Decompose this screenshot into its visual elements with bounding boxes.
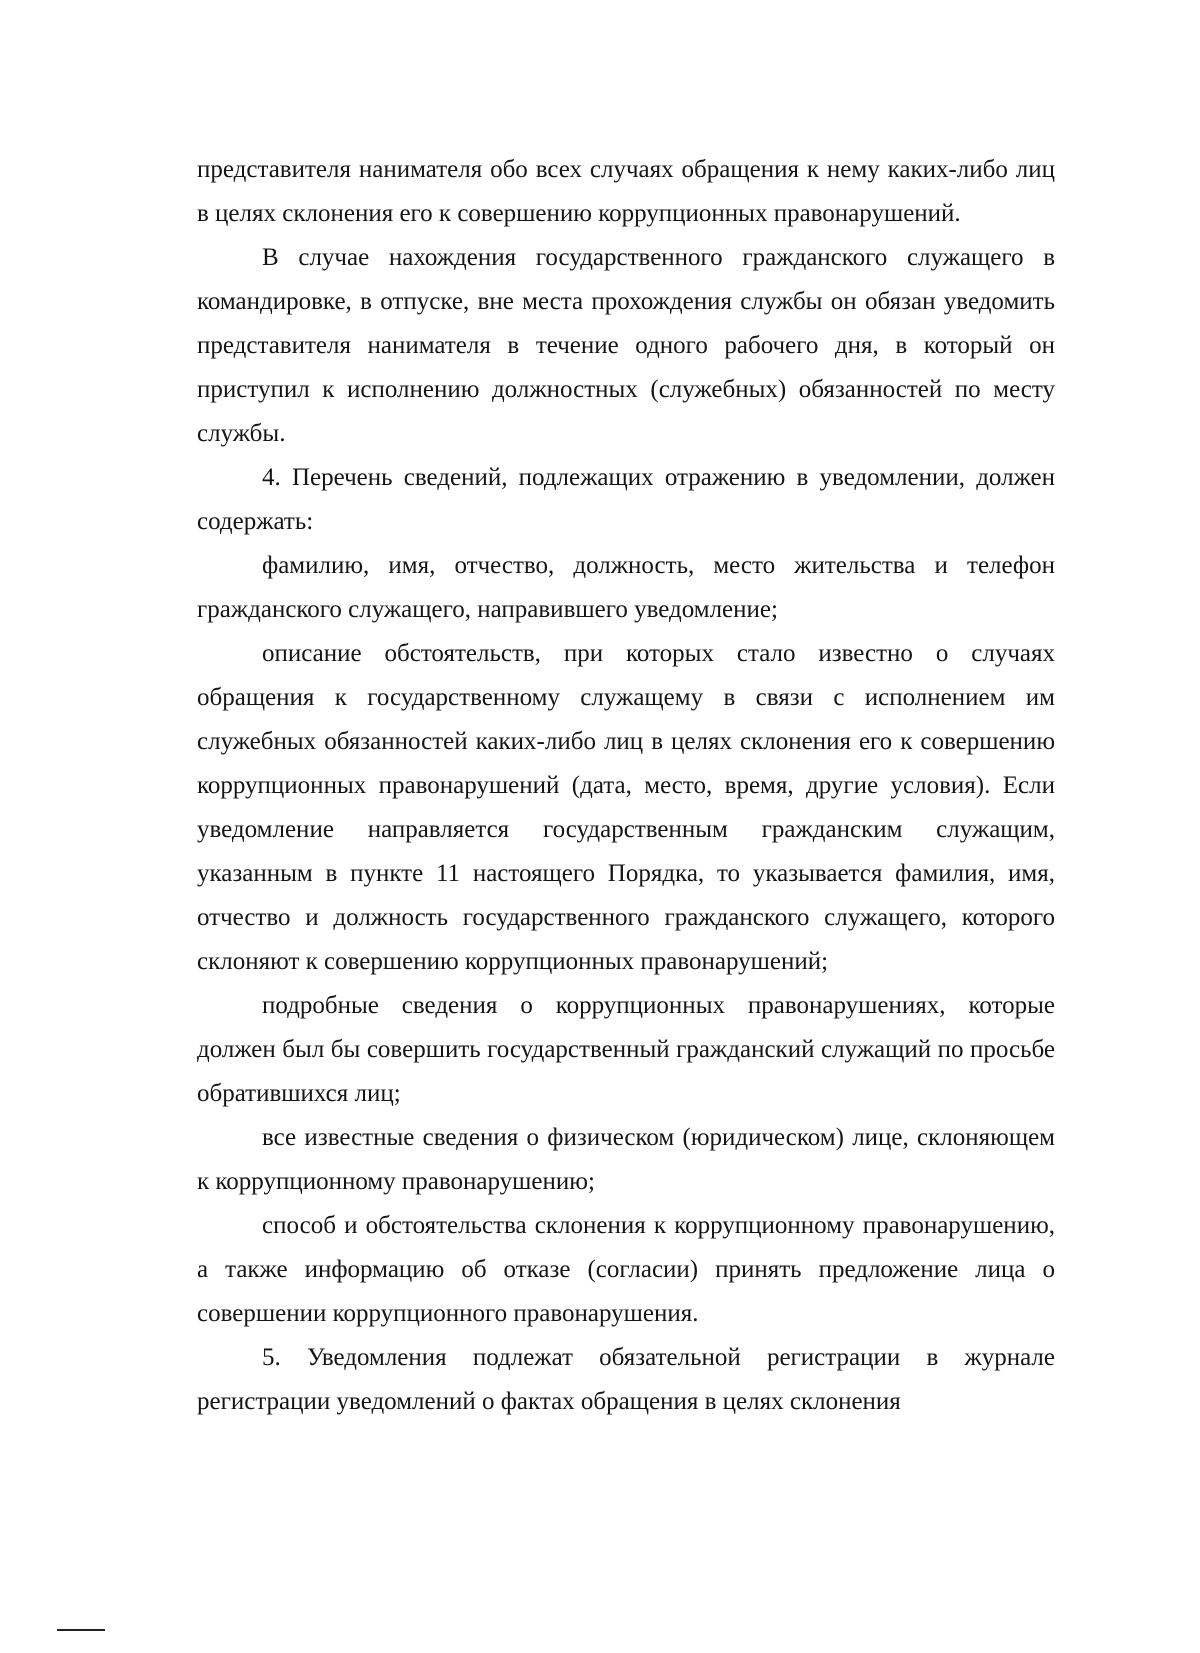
paragraph-known-info: все известные сведения о физическом (юридическом) лице, склоняющем к коррупционному правонарушению;: [197, 1124, 1055, 1195]
footer-dash-mark: [57, 1629, 105, 1631]
paragraph-item-5: 5. Уведомления подлежат обязательной регистрации в журнале регистрации уведомлений о фактах обращения в целях склонения: [197, 1344, 1055, 1415]
paragraph-continuation: представителя нанимателя обо всех случаях обращения к нему каких-либо лиц в целях склонения его к совершению коррупционных правонарушений.: [197, 156, 1055, 227]
document-body: [197, 148, 1055, 1424]
paragraph-method: способ и обстоятельства склонения к коррупционному правонарушению, а также информацию об отказе (согласии) принять предложение лица о совершении коррупционного правонарушения.: [197, 1212, 1055, 1327]
paragraph-business-trip: В случае нахождения государственного гражданского служащего в командировке, в отпуске, вне места прохождения службы он обязан уведомить представителя нанимателя в течение одного рабочего дня, в который он приступил к исполнению должностных (служебных) обязанностей по месту службы.: [197, 244, 1055, 447]
paragraph-circumstances: описание обстоятельств, при которых стало известно о случаях обращения к государственному служащему в связи с исполнением им служебных обязанностей каких-либо лиц в целях склонения его к совершению коррупционных правонарушений (дата, место, время, другие условия). Если уведомление направляется государственным гражданским служащим, указанным в пункте 11 настоящего Порядка, то указывается фамилия, имя, отчество и должность государственного гражданского служащего, которого склоняют к совершению коррупционных правонарушений;: [197, 640, 1055, 975]
paragraph-personal-data: фамилию, имя, отчество, должность, место жительства и телефон гражданского служащего, направившего уведомление;: [197, 552, 1055, 623]
paragraph-item-4: 4. Перечень сведений, подлежащих отражению в уведомлении, должен содержать:: [197, 464, 1055, 535]
paragraph-detailed-info: подробные сведения о коррупционных правонарушениях, которые должен был бы совершить государственный гражданский служащий по просьбе обратившихся лиц;: [197, 992, 1055, 1107]
